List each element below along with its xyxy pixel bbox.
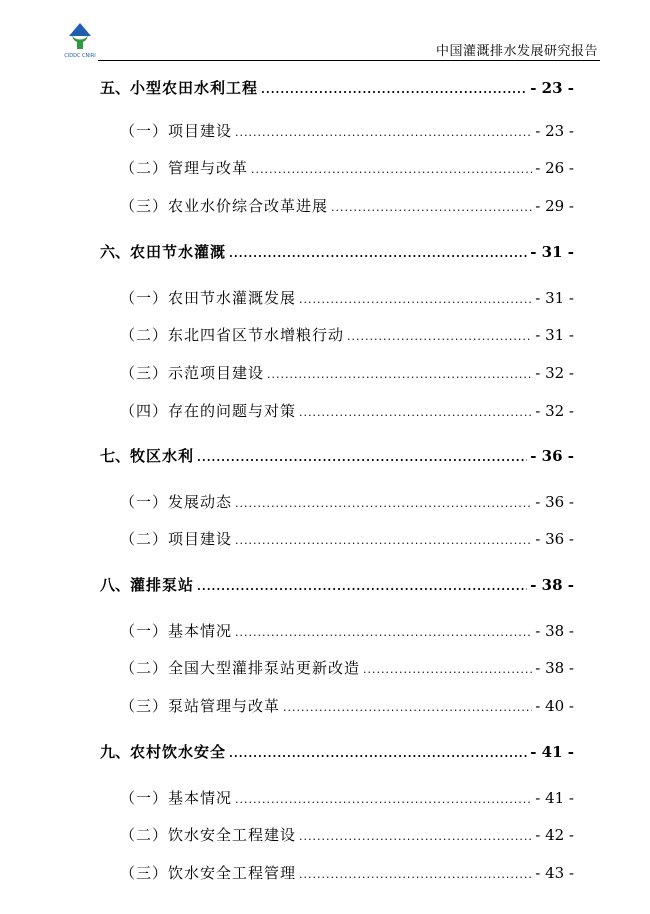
toc-section-row[interactable] [120, 619, 574, 643]
toc-page-number: - 38 - [530, 576, 574, 594]
toc-chapter-row[interactable] [100, 76, 574, 100]
dot-leader [267, 363, 532, 387]
toc-number: （二） [120, 530, 169, 548]
toc-title: 灌排泵站 [130, 576, 195, 594]
toc-section-row[interactable] [120, 694, 574, 718]
toc-title: 全国大型灌排泵站更新改造 [168, 659, 361, 677]
toc-title: 农田节水灌溉发展 [168, 289, 297, 307]
toc-page-number: - 40 - [535, 697, 574, 715]
toc-title: 项目建设 [168, 530, 233, 548]
toc-number: （二） [120, 326, 169, 344]
toc-number: （三） [120, 364, 169, 382]
toc-section-row[interactable] [120, 823, 574, 847]
toc-title: 项目建设 [168, 122, 233, 140]
toc-section-row[interactable] [120, 527, 574, 551]
toc-title: 小型农田水利工程 [130, 79, 259, 97]
dot-leader [235, 621, 532, 645]
toc-page-number: - 32 - [535, 364, 574, 382]
toc-section-row[interactable] [120, 861, 574, 885]
toc-section-row[interactable] [120, 786, 574, 810]
toc-page-number: - 38 - [535, 622, 574, 640]
toc-number: 八、 [100, 576, 131, 594]
toc-section-row[interactable] [120, 119, 574, 143]
dot-leader [229, 742, 527, 766]
toc-page-number: - 43 - [535, 864, 574, 882]
toc-number: （一） [120, 493, 169, 511]
dot-leader [299, 825, 532, 849]
toc-number: （三） [120, 697, 169, 715]
dot-leader [299, 401, 532, 425]
toc-section-row[interactable] [120, 323, 574, 347]
toc-page-number: - 23 - [530, 79, 574, 97]
dot-leader [235, 529, 532, 553]
toc-number: 六、 [100, 243, 131, 261]
toc-page-number: - 41 - [530, 743, 574, 761]
toc-page-number: - 41 - [535, 789, 574, 807]
dot-leader [251, 158, 532, 182]
dot-leader [331, 196, 532, 220]
toc-number: （一） [120, 622, 169, 640]
logo-text: CIDDC CNIRI [64, 53, 96, 59]
toc-title: 农田节水灌溉 [130, 243, 227, 261]
toc-page-number: - 29 - [535, 197, 574, 215]
toc-page-number: - 36 - [530, 447, 574, 465]
toc-page-number: - 36 - [535, 493, 574, 511]
toc-number: （二） [120, 159, 169, 177]
toc-section-row[interactable] [120, 656, 574, 680]
toc-title: 东北四省区节水增粮行动 [168, 326, 345, 344]
toc-number: 九、 [100, 743, 131, 761]
dot-leader [229, 242, 527, 266]
toc-page-number: - 42 - [535, 826, 574, 844]
toc-number: （一） [120, 122, 169, 140]
dot-leader [299, 863, 532, 887]
toc-chapter-row[interactable] [100, 740, 574, 764]
dot-leader [347, 325, 532, 349]
toc-title: 发展动态 [168, 493, 233, 511]
dot-leader [197, 446, 527, 470]
toc-title: 基本情况 [168, 622, 233, 640]
toc-number: （二） [120, 826, 169, 844]
toc-page-number: - 38 - [535, 659, 574, 677]
toc-title: 存在的问题与对策 [168, 402, 297, 420]
toc-page-number: - 36 - [535, 530, 574, 548]
toc-section-row[interactable] [120, 361, 574, 385]
dot-leader [363, 658, 532, 682]
toc-number: （三） [120, 197, 169, 215]
toc-section-row[interactable] [120, 156, 574, 180]
toc-title: 牧区水利 [130, 447, 195, 465]
toc-title: 农业水价综合改革进展 [168, 197, 329, 215]
toc-title: 泵站管理与改革 [168, 697, 281, 715]
toc-number: （一） [120, 289, 169, 307]
toc-page-number: - 31 - [535, 289, 574, 307]
dot-leader [283, 696, 532, 720]
toc-number: 五、 [100, 79, 131, 97]
toc-section-row[interactable] [120, 194, 574, 218]
toc-number: （三） [120, 864, 169, 882]
dot-leader [235, 121, 532, 145]
toc-title: 示范项目建设 [168, 364, 265, 382]
toc-title: 饮水安全工程管理 [168, 864, 297, 882]
toc-title: 基本情况 [168, 789, 233, 807]
dot-leader [197, 575, 527, 599]
toc-section-row[interactable] [120, 286, 574, 310]
toc-page-number: - 31 - [535, 326, 574, 344]
toc-section-row[interactable] [120, 399, 574, 423]
toc-page-number: - 23 - [535, 122, 574, 140]
toc-number: （一） [120, 789, 169, 807]
toc-section-row[interactable] [120, 490, 574, 514]
toc-number: （二） [120, 659, 169, 677]
header-title: 中国灌溉排水发展研究报告 [435, 44, 598, 59]
dot-leader [261, 78, 527, 102]
toc-chapter-row[interactable] [100, 444, 574, 468]
toc-page-number: - 26 - [535, 159, 574, 177]
toc-page-number: - 31 - [530, 243, 574, 261]
toc-number: 七、 [100, 447, 131, 465]
toc-number: （四） [120, 402, 169, 420]
toc-title: 农村饮水安全 [130, 743, 227, 761]
toc-page-number: - 32 - [535, 402, 574, 420]
toc-title: 管理与改革 [168, 159, 249, 177]
toc-title: 饮水安全工程建设 [168, 826, 297, 844]
toc-chapter-row[interactable] [100, 240, 574, 264]
dot-leader [235, 788, 532, 812]
dot-leader [299, 288, 532, 312]
toc-chapter-row[interactable] [100, 573, 574, 597]
dot-leader [235, 492, 532, 516]
